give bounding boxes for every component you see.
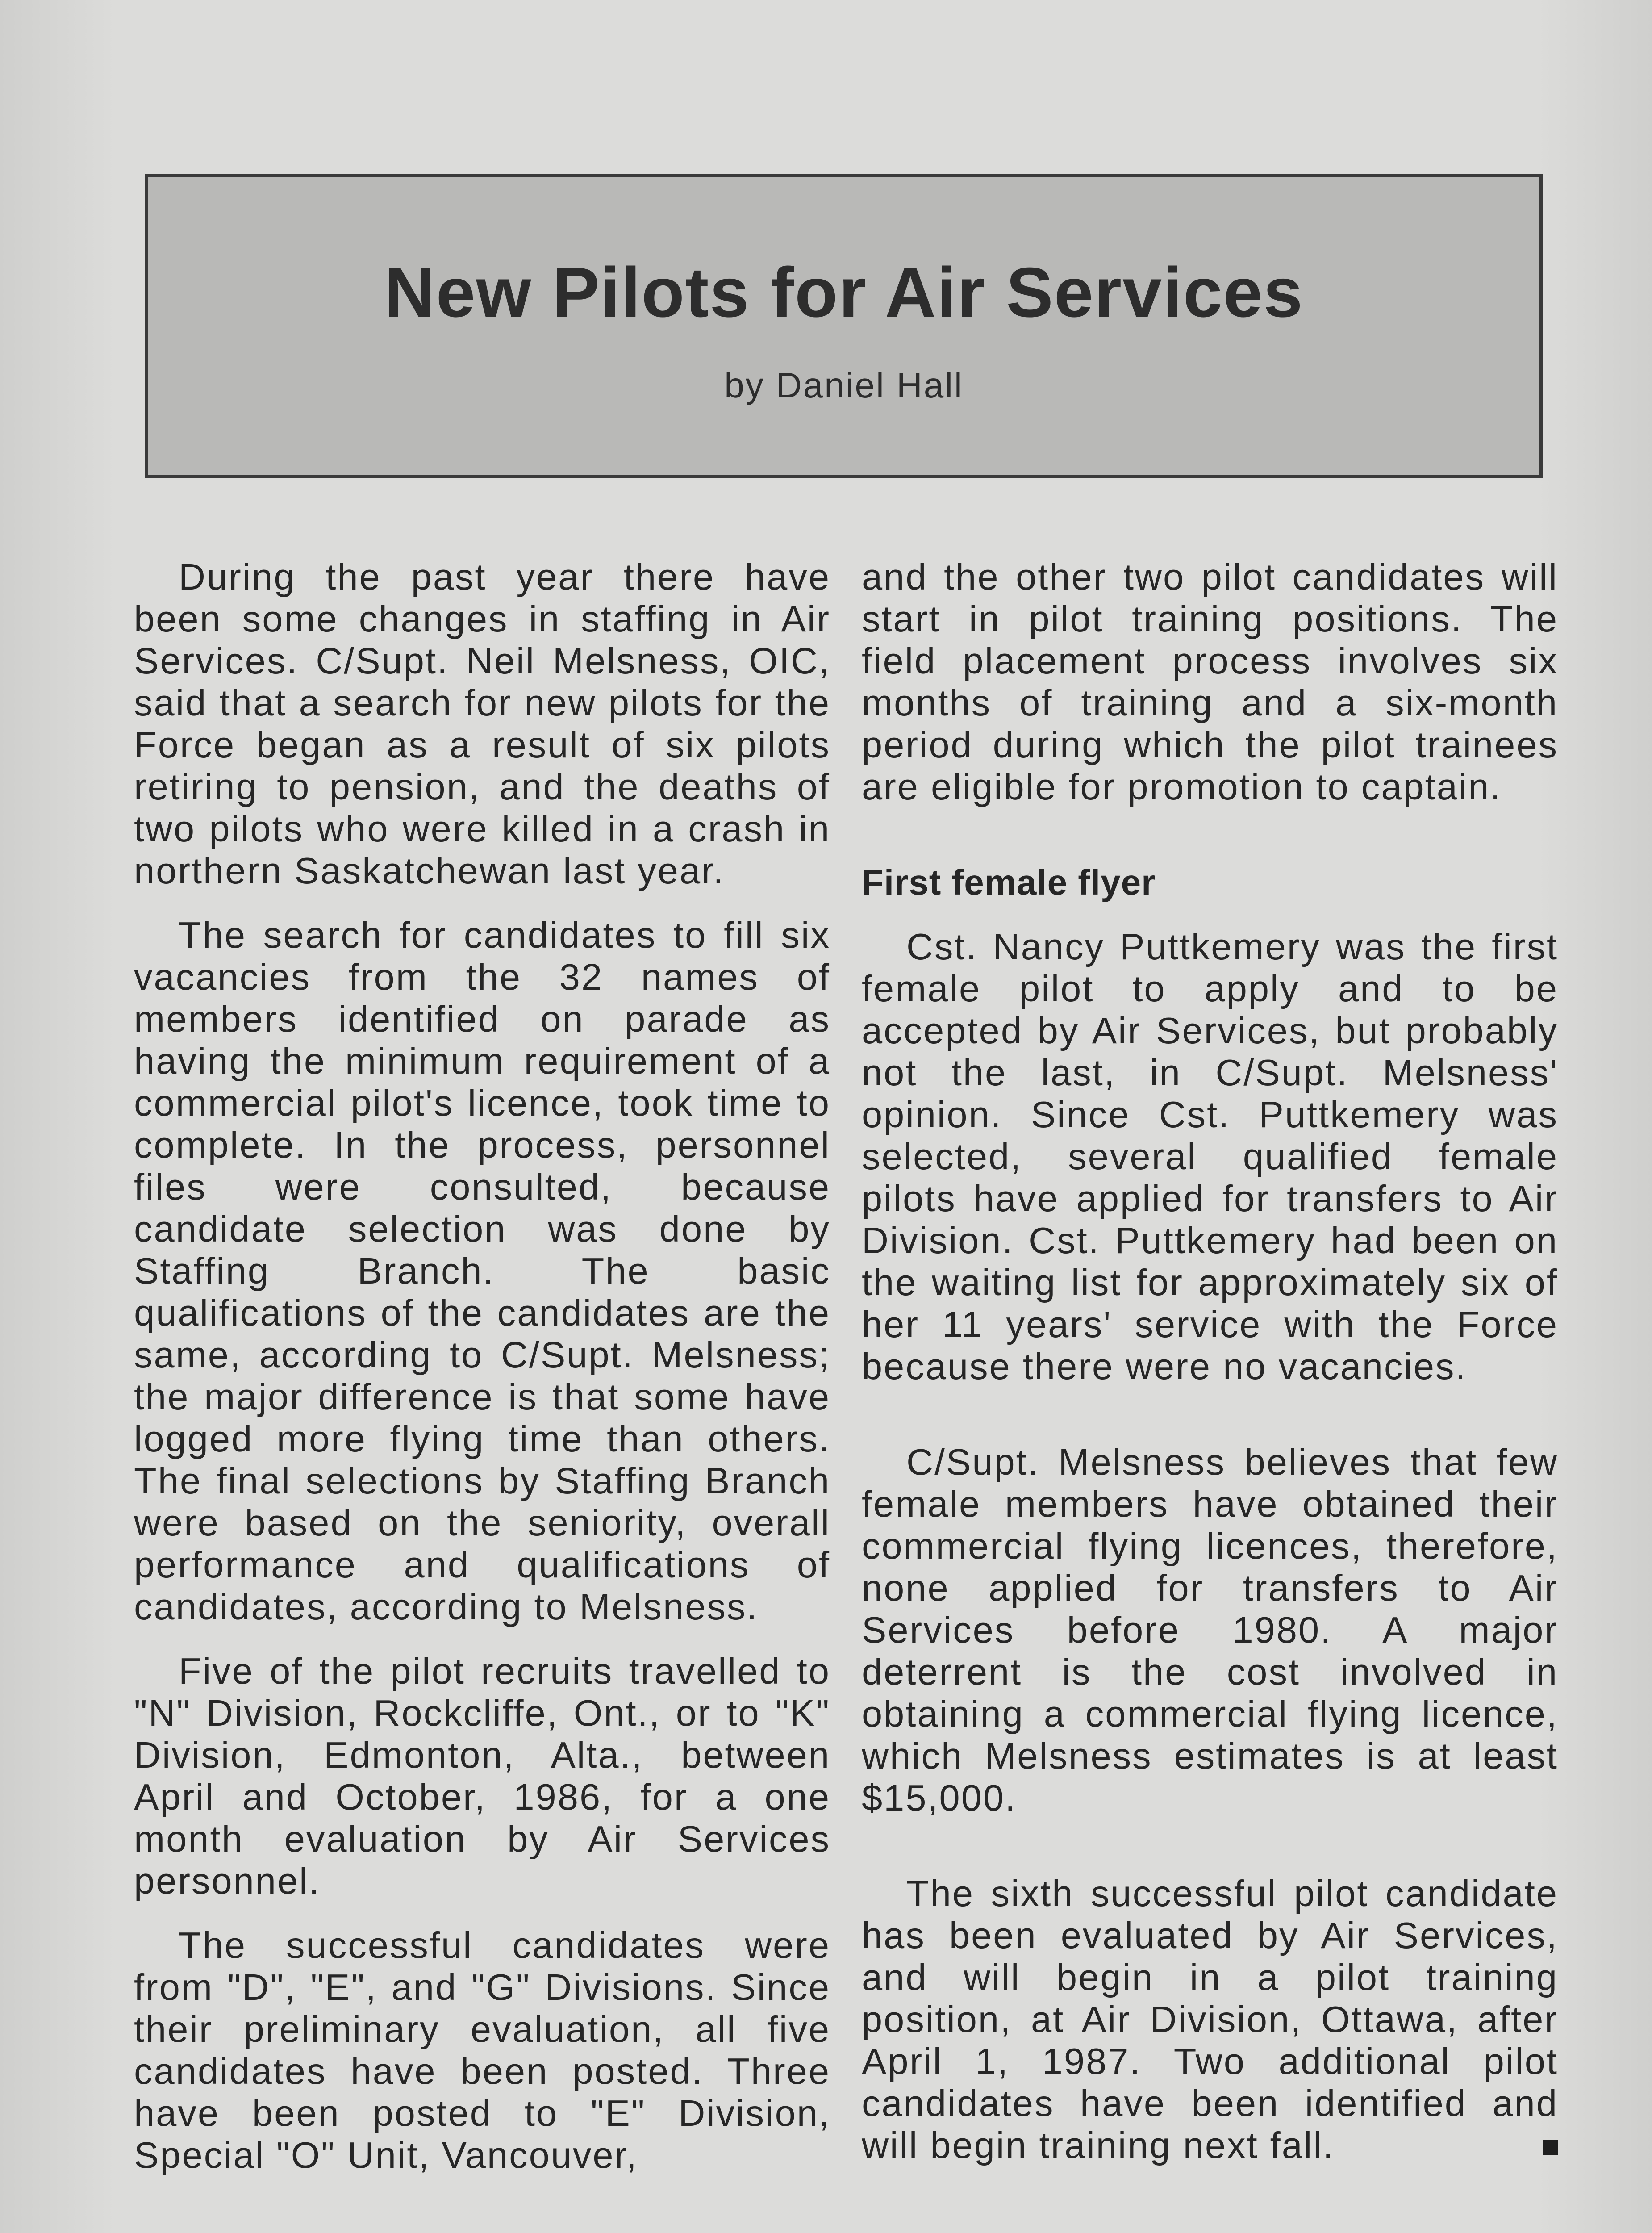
paragraph: C/Supt. Melsness believes that few female members have obtained their commercial flying licences, therefore, none applied for transfers to Air Services before 1980. A major deterrent is the cost involved in obtaining a commercial flying licence, which Melsness estimates is at least $15,000.	[862, 1441, 1558, 1819]
paragraph: The search for candidates to fill six vacancies from the 32 names of members identified on parade as having the minimum requirement of a commercial pilot's licence, took time to complete. In the process, personnel files were consulted, because candidate selection was done by Staffing Branch. The basic qualifications of the candidates are the same, according to C/Supt. Melsness; the major difference is that some have logged more flying time than others. The final selections by Staffing Branch were based on the seniority, overall performance and qualifications of candidates, according to Melsness.	[134, 914, 830, 1627]
paragraph-gap	[862, 1841, 1558, 1873]
left-column	[134, 556, 830, 2199]
paragraph: Cst. Nancy Puttkemery was the first female pilot to apply and to be accepted by Air Services, but probably not the last, in C/Supt. Melsness' opinion. Since Cst. Puttkemery was selected, several qualified female pilots have applied for transfers to Air Division. Cst. Puttkemery had been on the waiting list for approximately six of her 11 years' service with the Force because there were no vacancies.	[862, 926, 1558, 1387]
paragraph: and the other two pilot candidates will start in pilot training positions. The field placement process involves six months of training and a six-month period during which the pilot trainees are eligible for promotion to captain.	[862, 556, 1558, 807]
end-of-article-icon	[1543, 2140, 1558, 2155]
right-column	[862, 556, 1558, 2189]
paragraph: Five of the pilot recruits travelled to "N" Division, Rockcliffe, Ont., or to "K" Division, Edmonton, Alta., between April and October, 1986, for a one month evaluation by Air Services personnel.	[134, 1650, 830, 1902]
paragraph: The successful candidates were from "D", "E", and "G" Divisions. Since their preliminary evaluation, all five candidates have been posted. Three have been posted to "E" Division, Special "O" Unit, Vancouver,	[134, 1924, 830, 2176]
article-byline: by Daniel Hall	[724, 365, 964, 405]
paragraph-last	[862, 1873, 1558, 2166]
article-title: New Pilots for Air Services	[384, 253, 1304, 332]
paragraph-gap	[862, 1410, 1558, 1441]
paragraph-text: The sixth successful pilot candidate has been evaluated by Air Services, and will begin in a pilot training position, at Air Division, Ottawa, after April 1, 1987. Two additional pilot candidates have been identified and will begin training next fall.	[862, 1873, 1558, 2166]
paragraph: During the past year there have been some changes in staffing in Air Services. C/Supt. Neil Melsness, OIC, said that a search for new pilots for the Force began as a result of six pilots retiring to pension, and the deaths of two pilots who were killed in a crash in northern Saskatchewan last year.	[134, 556, 830, 891]
section-heading: First female flyer	[862, 862, 1156, 902]
title-banner	[145, 174, 1543, 478]
